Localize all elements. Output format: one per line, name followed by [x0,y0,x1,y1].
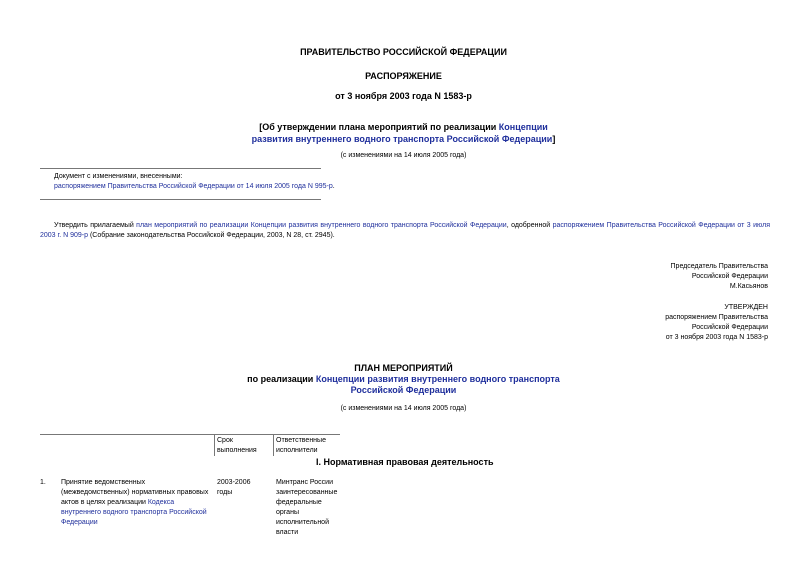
document-title [0,121,807,145]
approved-country: Российской Федерации [691,324,768,331]
plan-changes-note: (с изменениями на 14 июля 2005 года) [340,405,467,412]
signature-block [468,262,768,292]
plan-title: ПЛАН МЕРОПРИЯТИЙ [354,363,453,373]
signature-name: М.Касьянов [729,283,768,290]
row-term: 2003-2006 годы [217,479,251,496]
government-heading: ПРАВИТЕЛЬСТВО РОССИЙСКОЙ ФЕДЕРАЦИИ [300,47,507,57]
approved-by: распоряжением Правительства [665,314,768,321]
document-date-number: от 3 ноября 2003 года N 1583-р [335,91,472,101]
title-link-concept[interactable]: Концепции [498,122,548,132]
table-header-term [217,436,273,456]
body-text-3: (Собрание законодательства Российской Федерации, 2003, N 28, ст. 2945). [88,232,335,239]
table-header-top-line [40,434,340,435]
plan-subtitle-text: по реализации [247,374,316,384]
signature-position: Председатель Правительства [670,263,768,270]
plan-subtitle [0,374,807,385]
table-header-divider-1 [214,434,215,456]
body-link-plan[interactable]: план мероприятий по реализации Концепции развития внутреннего водного транспорта Российской Федерации [136,222,507,229]
table-header-term-line2: выполнения [217,447,257,454]
changes-note: (с изменениями на 14 июля 2005 года) [340,152,467,159]
title-text-end: ] [552,134,556,144]
body-paragraph [40,221,770,241]
row-activity-link[interactable]: Кодекса внутреннего водного транспорта Российской Федерации [61,499,207,526]
table-header-responsible [276,436,346,456]
plan-subtitle-link[interactable]: Концепции развития внутреннего водного транспорта [315,374,560,384]
table-header-resp-line2: исполнители [276,447,318,454]
approved-block [468,303,768,343]
body-link-order[interactable]: распоряжением Правительства Российской Федерации от 3 июля 2003 г. N 909-р [40,222,770,239]
table-header-resp-line1: Ответственные [276,437,326,444]
signature-country: Российской Федерации [691,273,768,280]
row-activity [61,478,213,528]
amendments-line [54,182,554,192]
body-text-1: Утвердить прилагаемый [54,222,137,229]
title-link-concept-cont[interactable]: развития внутреннего водного транспорта Российской Федерации [251,134,553,144]
section-heading: I. Нормативная правовая деятельность [316,457,494,467]
body-text-2: , одобренной [506,222,553,229]
amendments-link[interactable]: распоряжением Правительства Российской Федерации от 14 июля 2005 года N 995-р [54,183,333,190]
approved-label: УТВЕРЖДЕН [724,304,768,311]
row-activity-text: Принятие ведомственных (межведомственных) нормативных правовых актов в целях реализации [61,479,209,506]
table-header-divider-2 [273,434,274,456]
approved-date: от 3 ноября 2003 года N 1583-р [665,334,768,341]
plan-subtitle-link-cont[interactable]: Российской Федерации [350,385,457,395]
table-header-term-line1: Срок [217,437,233,444]
amendments-bottom-divider [40,199,321,200]
amendments-after: . [332,183,335,190]
row-number: 1. [40,479,46,486]
amendments-top-divider [40,168,321,169]
row-responsible: Минтранс России заинтересованные федеральные органы исполнительной власти [276,479,338,536]
plan-title-block [0,363,807,396]
title-text-start: [Об утверждении плана мероприятий по реализации [259,122,499,132]
amendments-label: Документ с изменениями, внесенными: [54,173,183,180]
document-type: РАСПОРЯЖЕНИЕ [365,71,442,81]
